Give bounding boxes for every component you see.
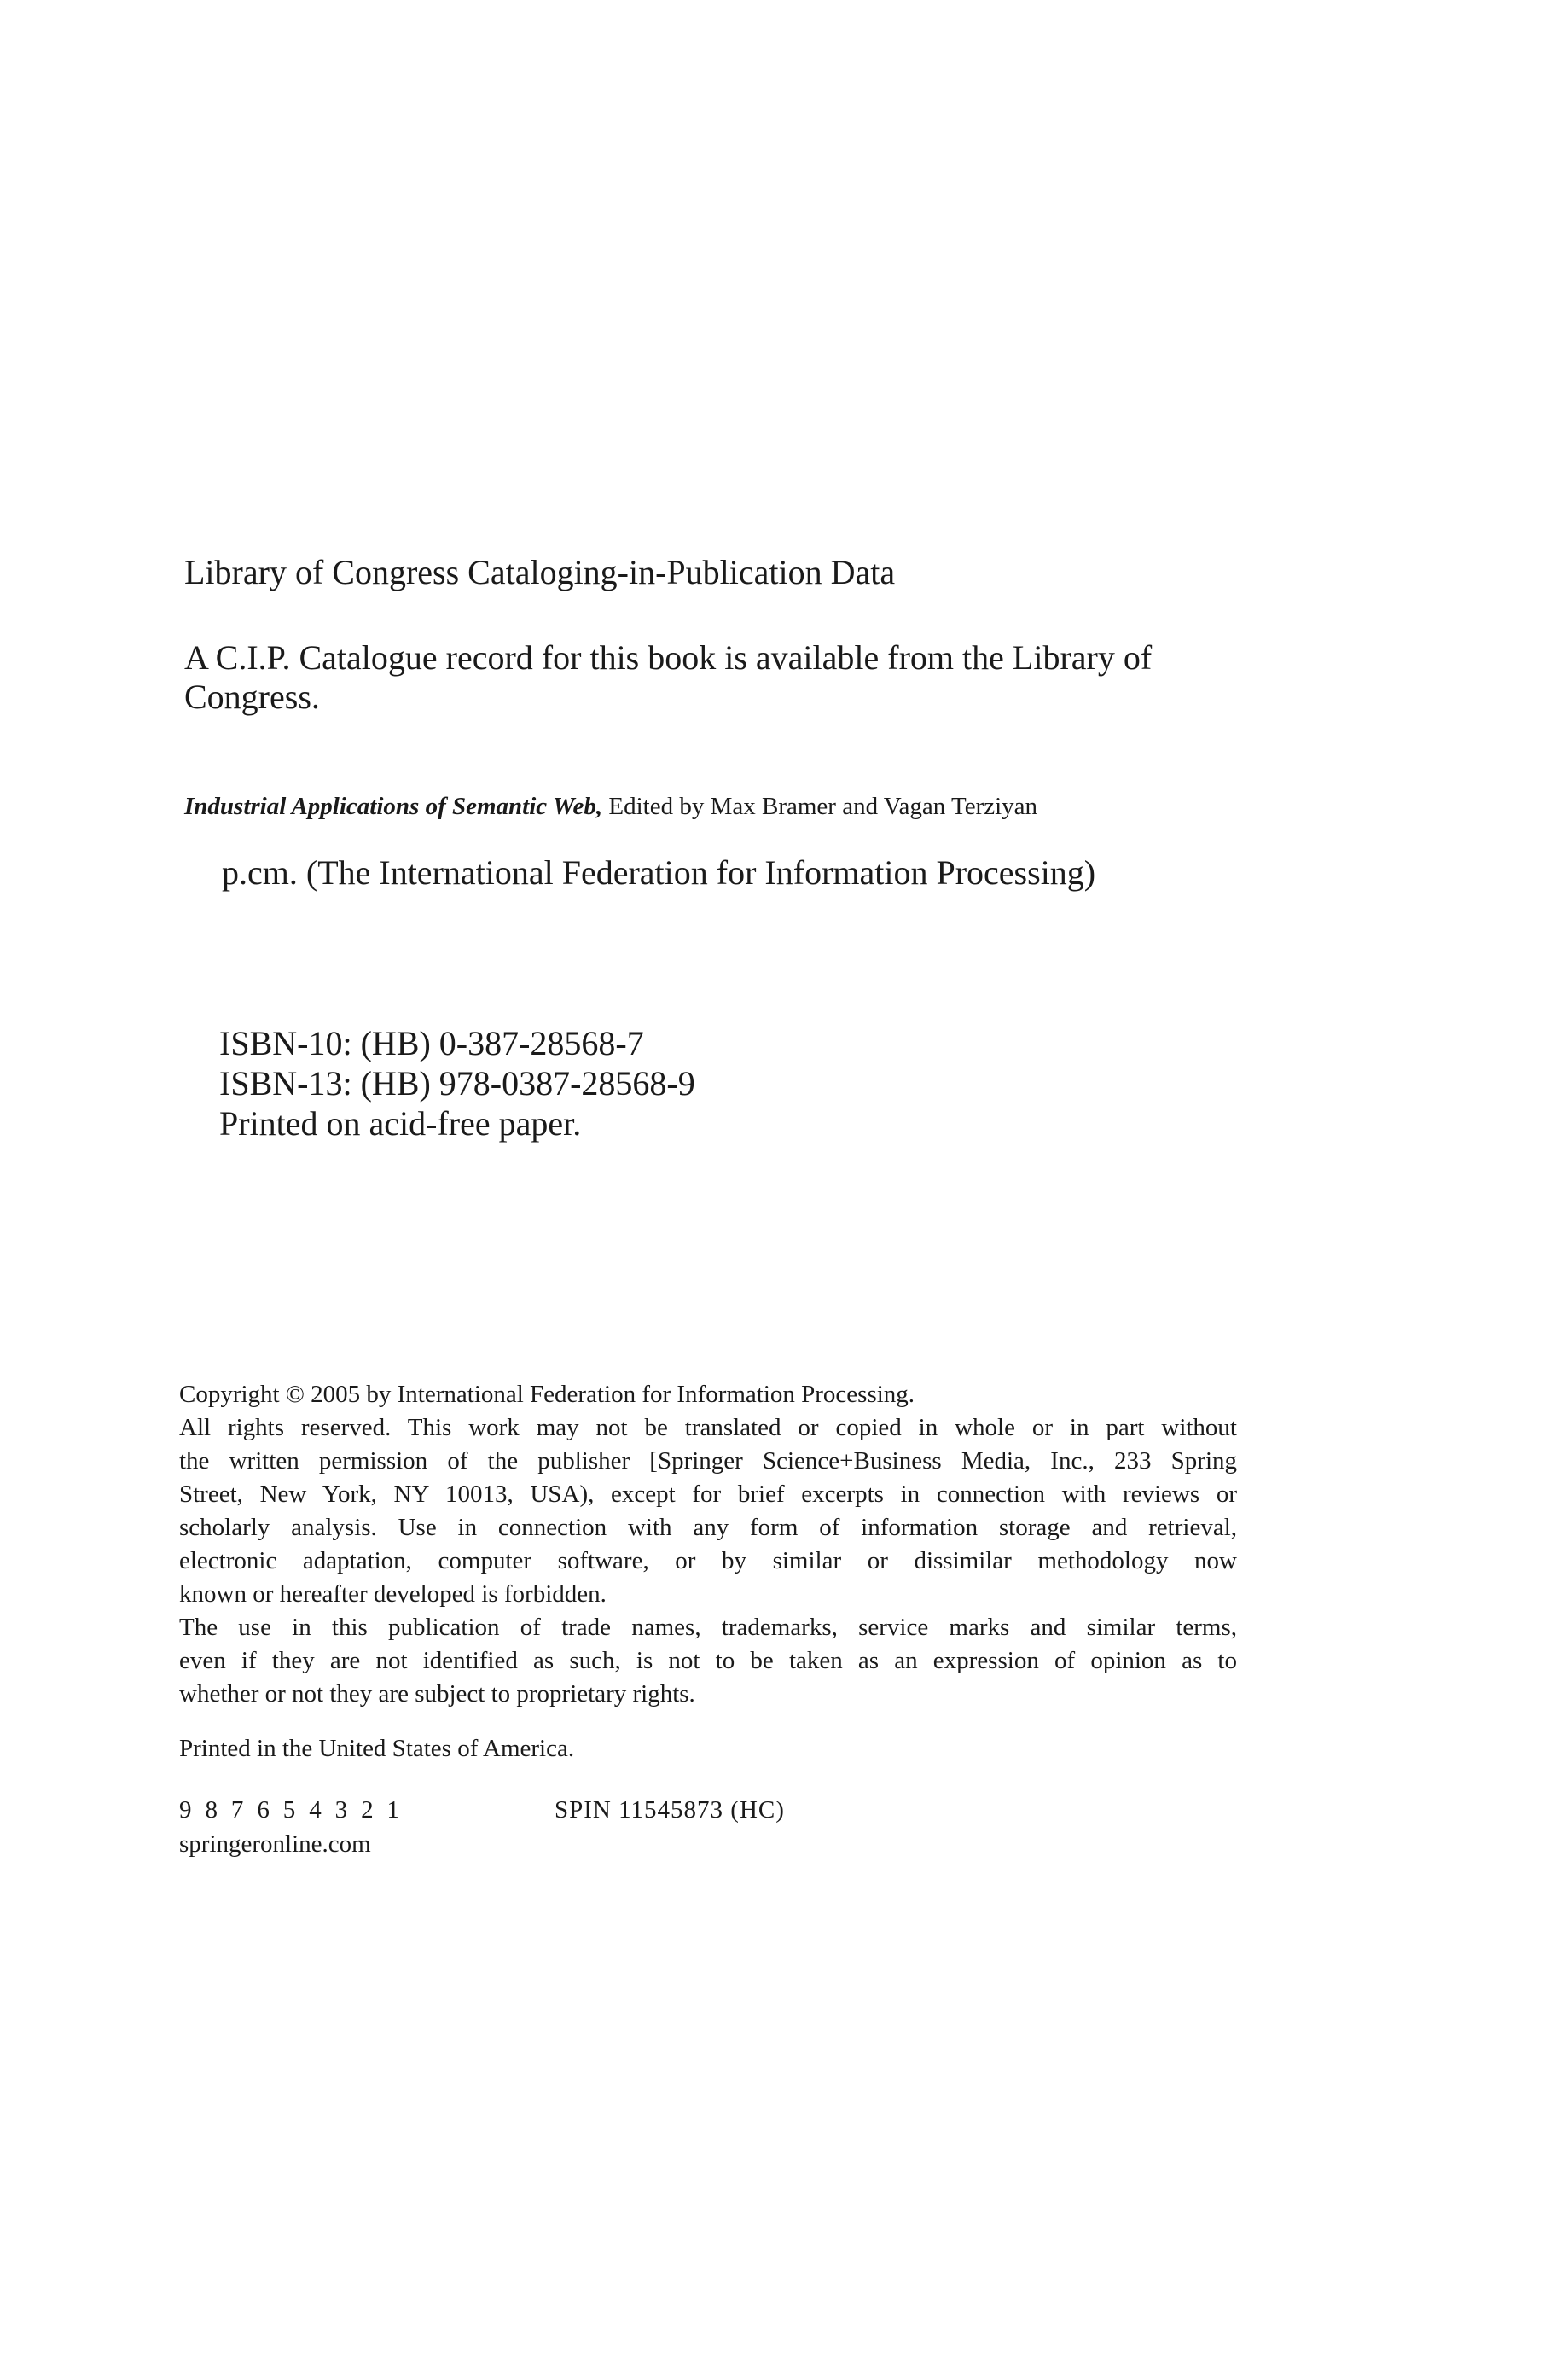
trademark-line: whether or not they are subject to proprietary rights.: [179, 1680, 695, 1708]
print-run-digit: 5: [282, 1796, 296, 1824]
print-run-digit: 1: [386, 1796, 399, 1824]
publisher-website: springeronline.com: [179, 1830, 371, 1858]
rights-paragraph: [179, 1411, 1237, 1611]
printed-country: Printed in the United States of America.: [179, 1735, 575, 1762]
trademark-paragraph: [179, 1611, 1237, 1711]
rights-line: scholarly analysis. Use in connection with any form of information storage and retrieval,: [179, 1514, 1237, 1541]
print-run-digit: 8: [205, 1796, 218, 1824]
print-run-digit: 7: [230, 1796, 244, 1824]
book-title: Industrial Applications of Semantic Web,: [184, 793, 603, 820]
print-run-digit: 6: [257, 1796, 270, 1824]
book-editors: Edited by Max Bramer and Vagan Terziyan: [602, 793, 1038, 820]
cip-heading: Library of Congress Cataloging-in-Publication Data: [184, 553, 896, 591]
print-run-digit: 4: [309, 1796, 322, 1824]
spin-number: SPIN 11545873 (HC): [555, 1796, 785, 1824]
print-run-digit: 3: [334, 1796, 348, 1824]
print-run-digits: [179, 1794, 413, 1827]
rights-line: All rights reserved. This work may not be translated or copied in whole or in part without: [179, 1414, 1237, 1441]
trademark-line: The use in this publication of trade names, trademarks, service marks and similar terms,: [179, 1614, 1237, 1641]
rights-line: the written permission of the publisher [Springer Science+Business Media, Inc., 233 Spring: [179, 1447, 1237, 1475]
rights-line: Street, New York, NY 10013, USA), except for brief excerpts in connection with reviews or: [179, 1481, 1237, 1508]
cip-record-line-1: A C.I.P. Catalogue record for this book is available from the Library of: [184, 638, 1153, 677]
print-run-digit: 9: [179, 1796, 192, 1824]
book-title-line: [184, 790, 1037, 823]
copyright-line: Copyright © 2005 by International Federation for Information Processing.: [179, 1381, 915, 1408]
isbn-10: ISBN-10: (HB) 0-387-28568-7: [219, 1024, 644, 1062]
rights-line: known or hereafter developed is forbidden.: [179, 1580, 607, 1608]
acid-free-note: Printed on acid-free paper.: [219, 1104, 582, 1143]
trademark-line: even if they are not identified as such, is not to be taken as an expression of opinion as to: [179, 1647, 1237, 1674]
series-line: p.cm. (The International Federation for Information Processing): [222, 853, 1096, 892]
cip-record-line-2: Congress.: [184, 678, 320, 716]
rights-line: electronic adaptation, computer software, or by similar or dissimilar methodology now: [179, 1547, 1237, 1574]
print-run-digit: 2: [361, 1796, 374, 1824]
isbn-13: ISBN-13: (HB) 978-0387-28568-9: [219, 1064, 695, 1103]
